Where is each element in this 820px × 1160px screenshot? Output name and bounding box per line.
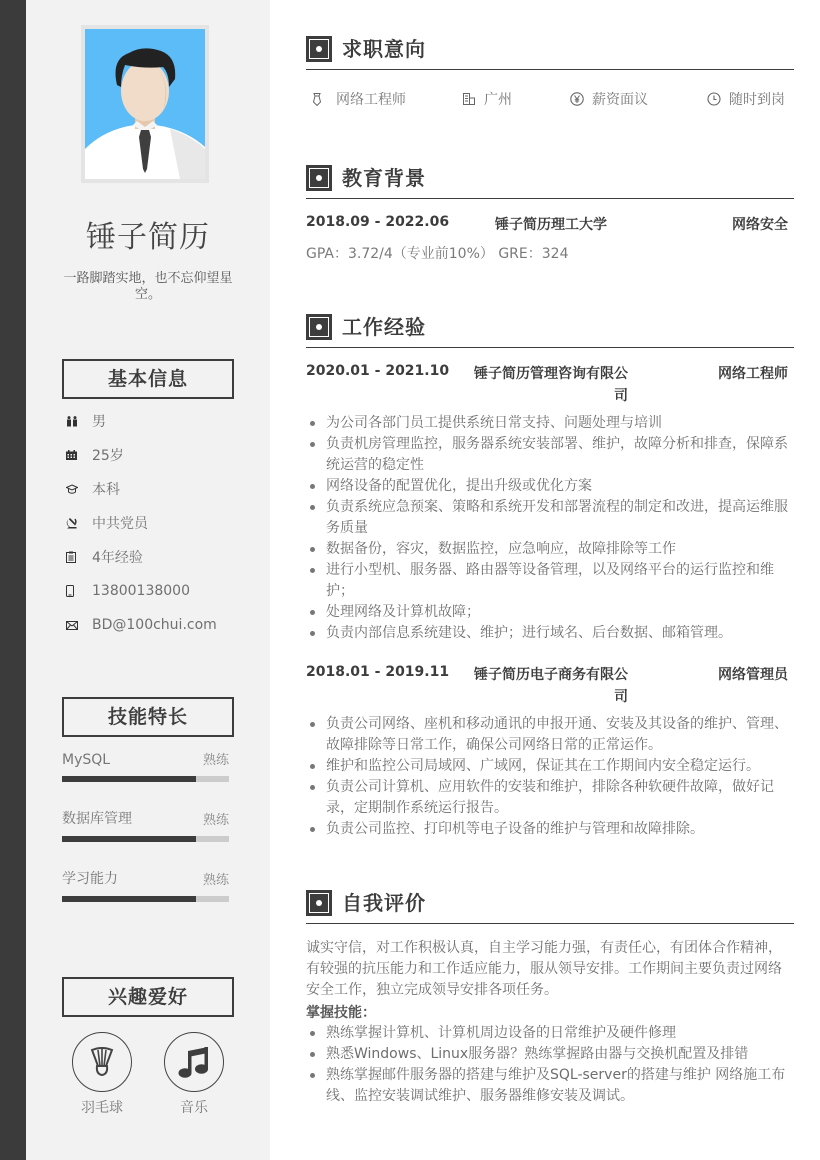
work-duties-list (306, 714, 794, 840)
calendar-icon (62, 450, 92, 460)
info-gender: 男 (62, 404, 252, 438)
badminton-icon (90, 1047, 114, 1077)
info-email: BD@100chui.com (62, 608, 252, 642)
list-item: 负责系统应急预案、策略和系统开发和部署流程的制定和改进，提高运维服务质量 (306, 497, 794, 539)
list-item: 熟练掌握邮件服务器的搭建与维护及SQL-server的搭建与维护 网络施工布线、监控安装调试维护、服务器维修安装及调试。 (306, 1065, 794, 1107)
section-work-experience (306, 312, 794, 348)
basic-info-heading: 基本信息 (62, 359, 234, 399)
education-gpa: GPA：3.72/4（专业前10%） GRE：324 (306, 246, 569, 262)
hobby-badminton: 羽毛球 (72, 1032, 132, 1117)
intent-salary: 薪资面议 (570, 89, 648, 109)
work-duties-list (306, 413, 794, 644)
skill-item: MySQL 熟练 (62, 746, 229, 782)
email-icon (62, 621, 92, 630)
sidebar (26, 0, 270, 1160)
self-evaluation-paragraph: 诚实守信，对工作积极认真，自主学习能力强，有责任心，有团体合作精神，有较强的抗压能力和工作适应能力，服从领导安排。工作期间主要负责过网络安全工作，独立完成领导安排各项任务。 (306, 940, 782, 998)
clock-icon (707, 92, 721, 106)
skill-item: 数据库管理 熟练 (62, 806, 229, 842)
work-entry-header (306, 664, 794, 708)
dark-side-strip (0, 0, 26, 1160)
skill-progress-bar (62, 776, 229, 782)
info-phone: 13800138000 (62, 574, 252, 608)
list-item: 网络设备的配置优化，提出升级或优化方案 (306, 476, 794, 497)
section-square-icon (306, 165, 332, 191)
list-item: 熟练掌握计算机、计算机周边设备的日常维护及硬件修理 (306, 1023, 794, 1044)
list-item: 数据备份，容灾，数据监控，应急响应，故障排除等工作 (306, 539, 794, 560)
work-entry-header (306, 363, 794, 407)
list-item: 维护和监控公司局域网、广域网，保证其在工作期间内安全稳定运行。 (306, 756, 794, 777)
list-item: 负责内部信息系统建设、维护；进行域名、后台数据、邮箱管理。 (306, 623, 794, 644)
section-title: 自我评价 (342, 891, 426, 915)
list-item: 负责公司监控、打印机等电子设备的维护与管理和故障排除。 (306, 819, 794, 840)
work-role: 网络工程师 (718, 366, 788, 382)
section-square-icon (306, 36, 332, 62)
work-company: 锤子简历管理咨询有限公司 (474, 366, 628, 404)
avatar-illustration-icon (85, 29, 205, 179)
skill-progress-fill (62, 896, 196, 902)
list-item: 负责机房管理监控，服务器系统安装部署、维护，故障分析和排查，保障系统运营的稳定性 (306, 434, 794, 476)
section-job-intent (306, 34, 794, 70)
intent-position: 网络工程师 (310, 89, 406, 109)
skill-progress-fill (62, 836, 196, 842)
yen-icon (570, 92, 584, 106)
info-age: 25岁 (62, 438, 252, 472)
section-title: 教育背景 (342, 166, 426, 190)
section-title: 工作经验 (342, 315, 426, 339)
list-item: 负责公司计算机、应用软件的安装和维护，排除各种软硬件故障，做好记录，定期制作系统运行报告。 (306, 777, 794, 819)
section-square-icon (306, 890, 332, 916)
graduation-cap-icon (62, 484, 92, 495)
education-major: 网络安全 (732, 217, 788, 233)
hobby-music: 音乐 (164, 1032, 224, 1117)
skills-label: 掌握技能： (306, 1005, 376, 1021)
gender-icon (62, 416, 92, 427)
profile-photo-frame (81, 25, 209, 183)
skill-progress-fill (62, 776, 196, 782)
skill-item: 学习能力 熟练 (62, 866, 229, 902)
list-item: 熟悉Windows、Linux服务器？熟练掌握路由器与交换机配置及排错 (306, 1044, 794, 1065)
section-title: 求职意向 (342, 37, 426, 61)
phone-icon (62, 585, 92, 597)
skill-progress-bar (62, 836, 229, 842)
resume-name: 锤子简历 (86, 220, 210, 255)
section-self-evaluation (306, 888, 794, 924)
list-item: 为公司各部门员工提供系统日常支持、问题处理与培训 (306, 413, 794, 434)
hobbies-heading: 兴趣爱好 (62, 977, 234, 1017)
list-item: 负责公司网络、座机和移动通讯的申报开通、安装及其设备的维护、管理、故障排除等日常工作，确保公司网络日常的正常运作。 (306, 714, 794, 756)
work-date: 2018.01 - 2019.11 (306, 664, 450, 680)
music-note-icon (178, 1045, 210, 1079)
info-political-status: 中共党员 (62, 506, 252, 540)
work-date: 2020.01 - 2021.10 (306, 363, 450, 379)
section-square-icon (306, 314, 332, 340)
list-item: 进行小型机、服务器、路由器等设备管理，以及网络平台的运行监控和维护； (306, 560, 794, 602)
motto: 一路脚踏实地，也不忘仰望星空。 (63, 271, 233, 302)
clipboard-icon (62, 551, 92, 563)
education-date: 2018.09 - 2022.06 (306, 214, 450, 230)
intent-availability: 随时到岗 (707, 89, 785, 109)
section-education (306, 163, 794, 199)
tie-icon (310, 92, 324, 106)
work-company: 锤子简历电子商务有限公司 (474, 667, 628, 705)
skill-progress-bar (62, 896, 229, 902)
building-icon (462, 92, 476, 106)
skills-heading: 技能特长 (62, 697, 234, 737)
list-item: 处理网络及计算机故障； (306, 602, 794, 623)
info-education: 本科 (62, 472, 252, 506)
intent-city: 广州 (462, 89, 512, 109)
education-school: 锤子简历理工大学 (495, 217, 607, 233)
info-experience: 4年经验 (62, 540, 252, 574)
mastered-skills-list (306, 1023, 794, 1107)
avatar (85, 29, 205, 179)
work-role: 网络管理员 (718, 667, 788, 683)
basic-info-list (62, 404, 252, 642)
party-emblem-icon (62, 517, 92, 529)
job-intent-row (306, 89, 794, 109)
